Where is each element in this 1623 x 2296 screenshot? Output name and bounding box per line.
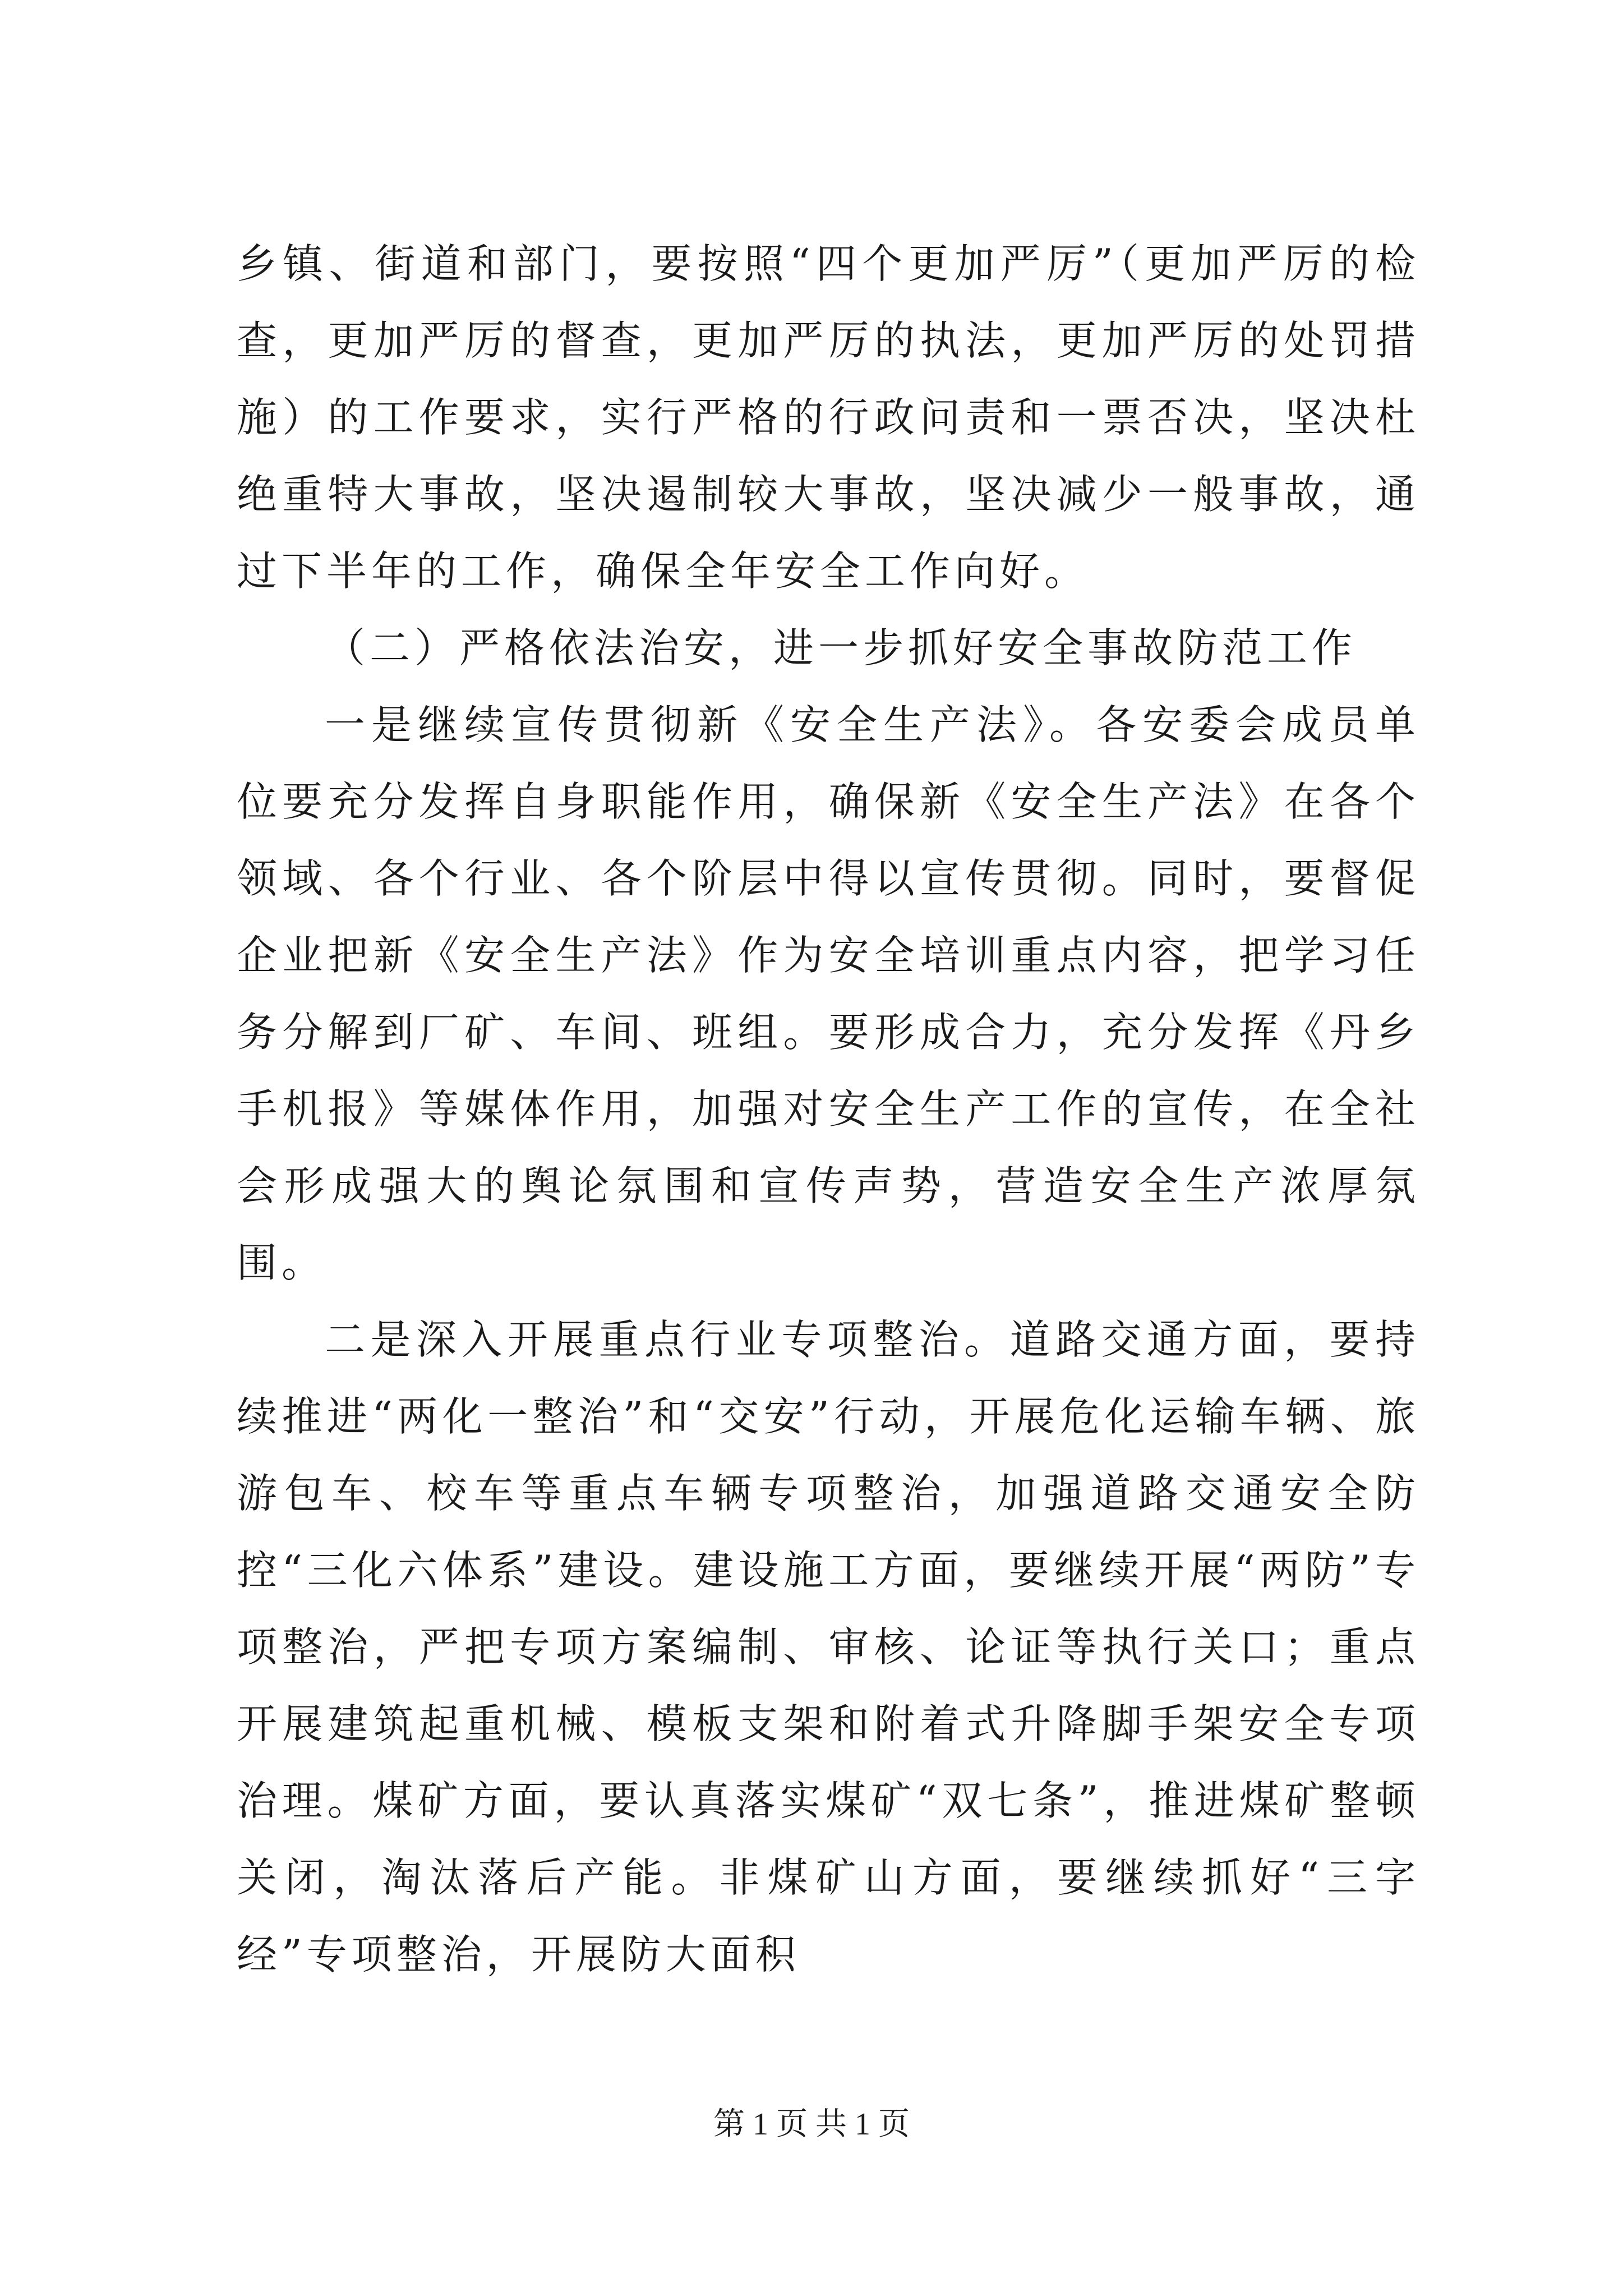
paragraph-continuation: 乡镇、街道和部门，要按照“四个更加严厉”（更加严厉的检查，更加严厉的督查，更加严厉的执法，更加严厉的处罚措施）的工作要求，实行严格的行政问责和一票否决，坚决杜绝重特大事故，坚决遏制较大事故，坚决减少一般事故，通过下半年的工作，确保全年安全工作向好。 [237,240,1420,595]
paragraph-item-one: 一是继续宣传贯彻新《安全生产法》。各安委会成员单位要充分发挥自身职能作用，确保新《安全生产法》在各个领域、各个行业、各个阶层中得以宣传贯彻。同时，要督促企业把新《安全生产法》作为安全培训重点内容，把学习任务分解到厂矿、车间、班组。要形成合力，充分发挥《丹乡手机报》等媒体作用，加强对安全生产工作的宣传，在全社会形成强大的舆论氛围和宣传声势，营造安全生产浓厚氛围。 [237,701,1420,1286]
page-number-footer: 第 1 页 共 1 页 [713,2107,910,2142]
section-heading: （二）严格依法治安，进一步抓好安全事故防范工作 [325,624,1357,671]
document-body [237,226,1420,1993]
paragraph-item-two: 二是深入开展重点行业专项整治。道路交通方面，要持续推进“两化一整治”和“交安”行动，开展危化运输车辆、旅游包车、校车等重点车辆专项整治，加强道路交通安全防控“三化六体系”建设。建设施工方面，要继续开展“两防”专项整治，严把专项方案编制、审核、论证等执行关口；重点开展建筑起重机械、模板支架和附着式升降脚手架安全专项治理。煤矿方面，要认真落实煤矿“双七条”，推进煤矿整顿关闭，淘汰落后产能。非煤矿山方面，要继续抓好“三字经”专项整治，开展防大面积 [237,1316,1420,1978]
